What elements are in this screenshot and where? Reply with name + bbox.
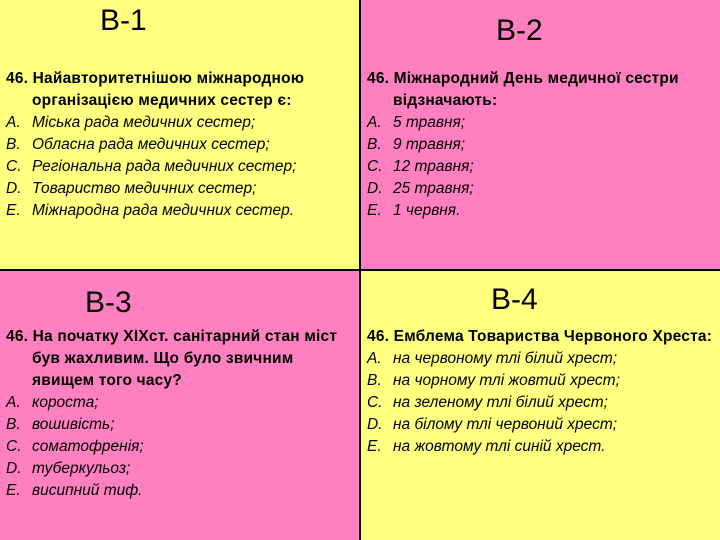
variant-2-option-d: D. 25 травня; [367, 180, 474, 197]
variant-2-option-c: C. 12 травня; [367, 158, 474, 175]
variant-4-option-a: A. на червоному тлі білий хрест; [367, 350, 618, 367]
variant-4-option-b: B. на чорному тлі жовтий хрест; [367, 372, 620, 389]
variant-1-option-e: E. Міжнародна рада медичних сестер. [6, 202, 295, 219]
variant-3-option-d: D. туберкульоз; [6, 460, 131, 477]
variant-2-body [367, 68, 716, 222]
variant-4-panel [361, 271, 720, 540]
variant-1-option-d: D. Товариство медичних сестер; [6, 180, 257, 197]
variant-1-panel [0, 0, 359, 269]
variant-4-question: 46. Емблема Товариства Червоного Хреста: [367, 328, 713, 345]
variant-3-question: 46. На початку ХІХст. санітарний стан міст був жахливим. Що було звичним явищем того часу? [6, 328, 338, 389]
variant-1-option-b: B. Обласна рада медичних сестер; [6, 136, 270, 153]
variant-2-title: В-2 [496, 14, 543, 47]
variant-3-option-c: C. соматофренія; [6, 438, 144, 455]
variant-4-body [367, 326, 716, 458]
variant-3-option-a: A. короста; [6, 394, 99, 411]
variant-1-title: В-1 [100, 4, 147, 37]
variant-2-option-a: A. 5 травня; [367, 114, 466, 131]
variant-1-body [6, 68, 355, 222]
variant-4-title: В-4 [491, 283, 538, 316]
variant-2-option-b: B. 9 травня; [367, 136, 466, 153]
variant-2-panel [361, 0, 720, 269]
variant-2-question: 46. Міжнародний День медичної сестри відзначають: [367, 70, 679, 109]
variant-3-title: В-3 [85, 286, 132, 319]
variant-4-option-e: E. на жовтому тлі синій хрест. [367, 438, 606, 455]
variant-3-option-b: B. вошивість; [6, 416, 115, 433]
variant-4-option-d: D. на білому тлі червоний хрест; [367, 416, 618, 433]
variant-4-option-c: C. на зеленому тлі білий хрест; [367, 394, 608, 411]
variant-2-option-e: E. 1 червня. [367, 202, 461, 219]
variant-3-body [6, 326, 355, 502]
variant-3-option-e: E. висипний тиф. [6, 482, 143, 499]
variant-1-option-a: A. Міська рада медичних сестер; [6, 114, 256, 131]
variant-1-option-c: C. Регіональна рада медичних сестер; [6, 158, 297, 175]
variant-3-panel [0, 271, 359, 540]
variant-1-question: 46. Найавторитетнішою міжнародною організацією медичних сестер є: [6, 70, 305, 109]
